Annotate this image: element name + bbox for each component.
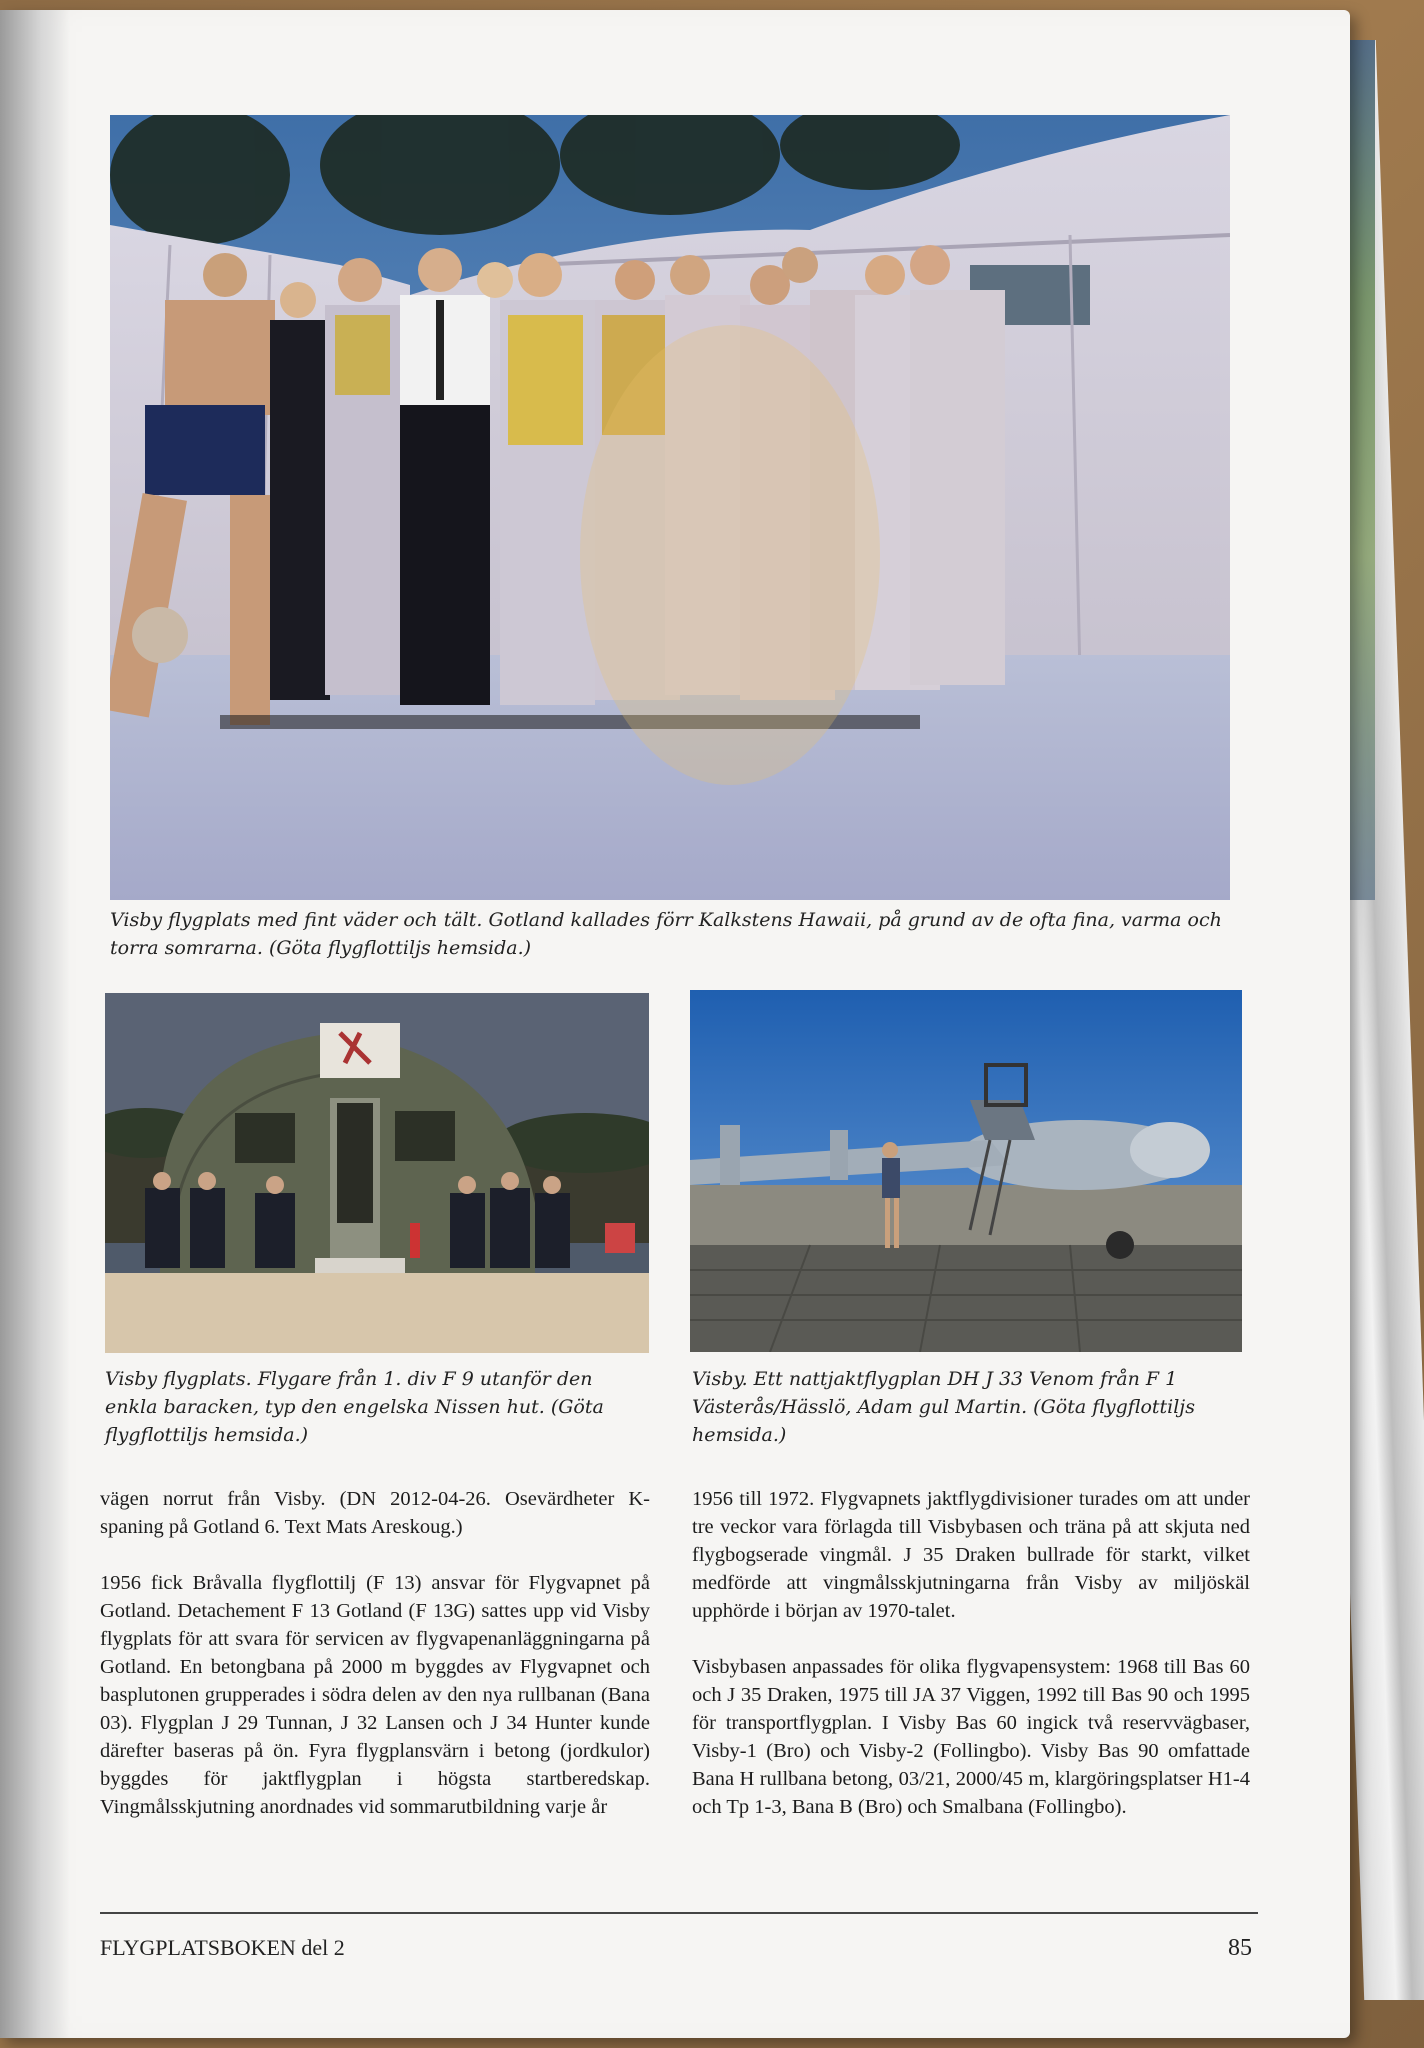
book-title: FLYGPLATSBOKEN del 2	[100, 1935, 345, 1960]
footer-rule	[100, 1912, 1258, 1914]
venom-aircraft-graphic	[690, 990, 1242, 1352]
photo-nissen-hut	[105, 993, 649, 1353]
nissen-hut-graphic	[105, 993, 649, 1353]
caption-top-photo: Visby flygplats med fint väder och tält. Gotland kallades förr Kalkstens Hawaii, på grund av de ofta fina, varma och torra somrarna. (Göta flygflottiljs hemsida.)	[110, 909, 1222, 959]
top-photo-airmen-tents	[110, 115, 1230, 900]
photo-venom-aircraft	[690, 990, 1242, 1352]
left-paragraph-1: vägen norrut från Visby. (DN 2012-04-26. Osevärdheter K-spaning på Gotland 6. Text Mats Areskoug.)	[100, 1488, 650, 1538]
right-text-column	[692, 1485, 1250, 1849]
left-paragraph-2: 1956 fick Bråvalla flygflottilj (F 13) ansvar för Flygvapnet på Gotland. Detachement F 13 Gotland (F 13G) sattes upp vid Visby flygplats för att svara för servicen av flygvapenanläggningarna på Gotland. En betongbana på 2000 m byggdes av Flygvapnet och basplutonen grupperades i södra delen av den nya rullbanan (Bana 03). Flygplan J 29 Tunnan, J 32 Lansen och J 34 Hunter kunde därefter baseras på ön. Fyra flygplansvärn i betong (jordkulor) byggdes för jaktflygplan i högsta startberedskap. Vingmålsskjutning anordnades vid sommarutbildning varje år	[100, 1572, 650, 1818]
left-text-column	[100, 1485, 650, 1849]
right-paragraph-1: 1956 till 1972. Flygvapnets jaktflygdivisioner turades om att under tre veckor vara förlagda till Visbybasen och träna på att skjuta ned flygbogserade vingmål. J 35 Draken bullrade för starkt, vilket medförde att vingmålsskjutningarna från Visby av miljöskäl upphörde i början av 1970-talet.	[692, 1488, 1250, 1622]
right-paragraph-2: Visbybasen anpassades för olika flygvapensystem: 1968 till Bas 60 och J 35 Draken, 1975 till JA 37 Viggen, 1992 till Bas 90 och 1995 för transportflygplan. I Visby Bas 60 ingick två reservvägbaser, Visby-1 (Bro) och Visby-2 (Follingbo). Visby Bas 90 omfattade Bana H rullbana betong, 03/21, 2000/45 m, klargöringsplatser H1-4 och Tp 1-3, Bana B (Bro) och Smalbana (Follingbo).	[692, 1656, 1250, 1818]
caption-venom-aircraft: Visby. Ett nattjaktflygplan DH J 33 Venom från F 1 Västerås/Hässlö, Adam gul Martin. (Göta flygflottiljs hemsida.)	[692, 1368, 1195, 1446]
page-binding-shadow	[0, 10, 70, 2038]
top-photo-graphic	[110, 115, 1230, 900]
caption-nissen-hut: Visby flygplats. Flygare från 1. div F 9 utanför den enkla baracken, typ den engelska Nissen hut. (Göta flygflottiljs hemsida.)	[105, 1368, 604, 1446]
page-number: 85	[1228, 1935, 1252, 1961]
